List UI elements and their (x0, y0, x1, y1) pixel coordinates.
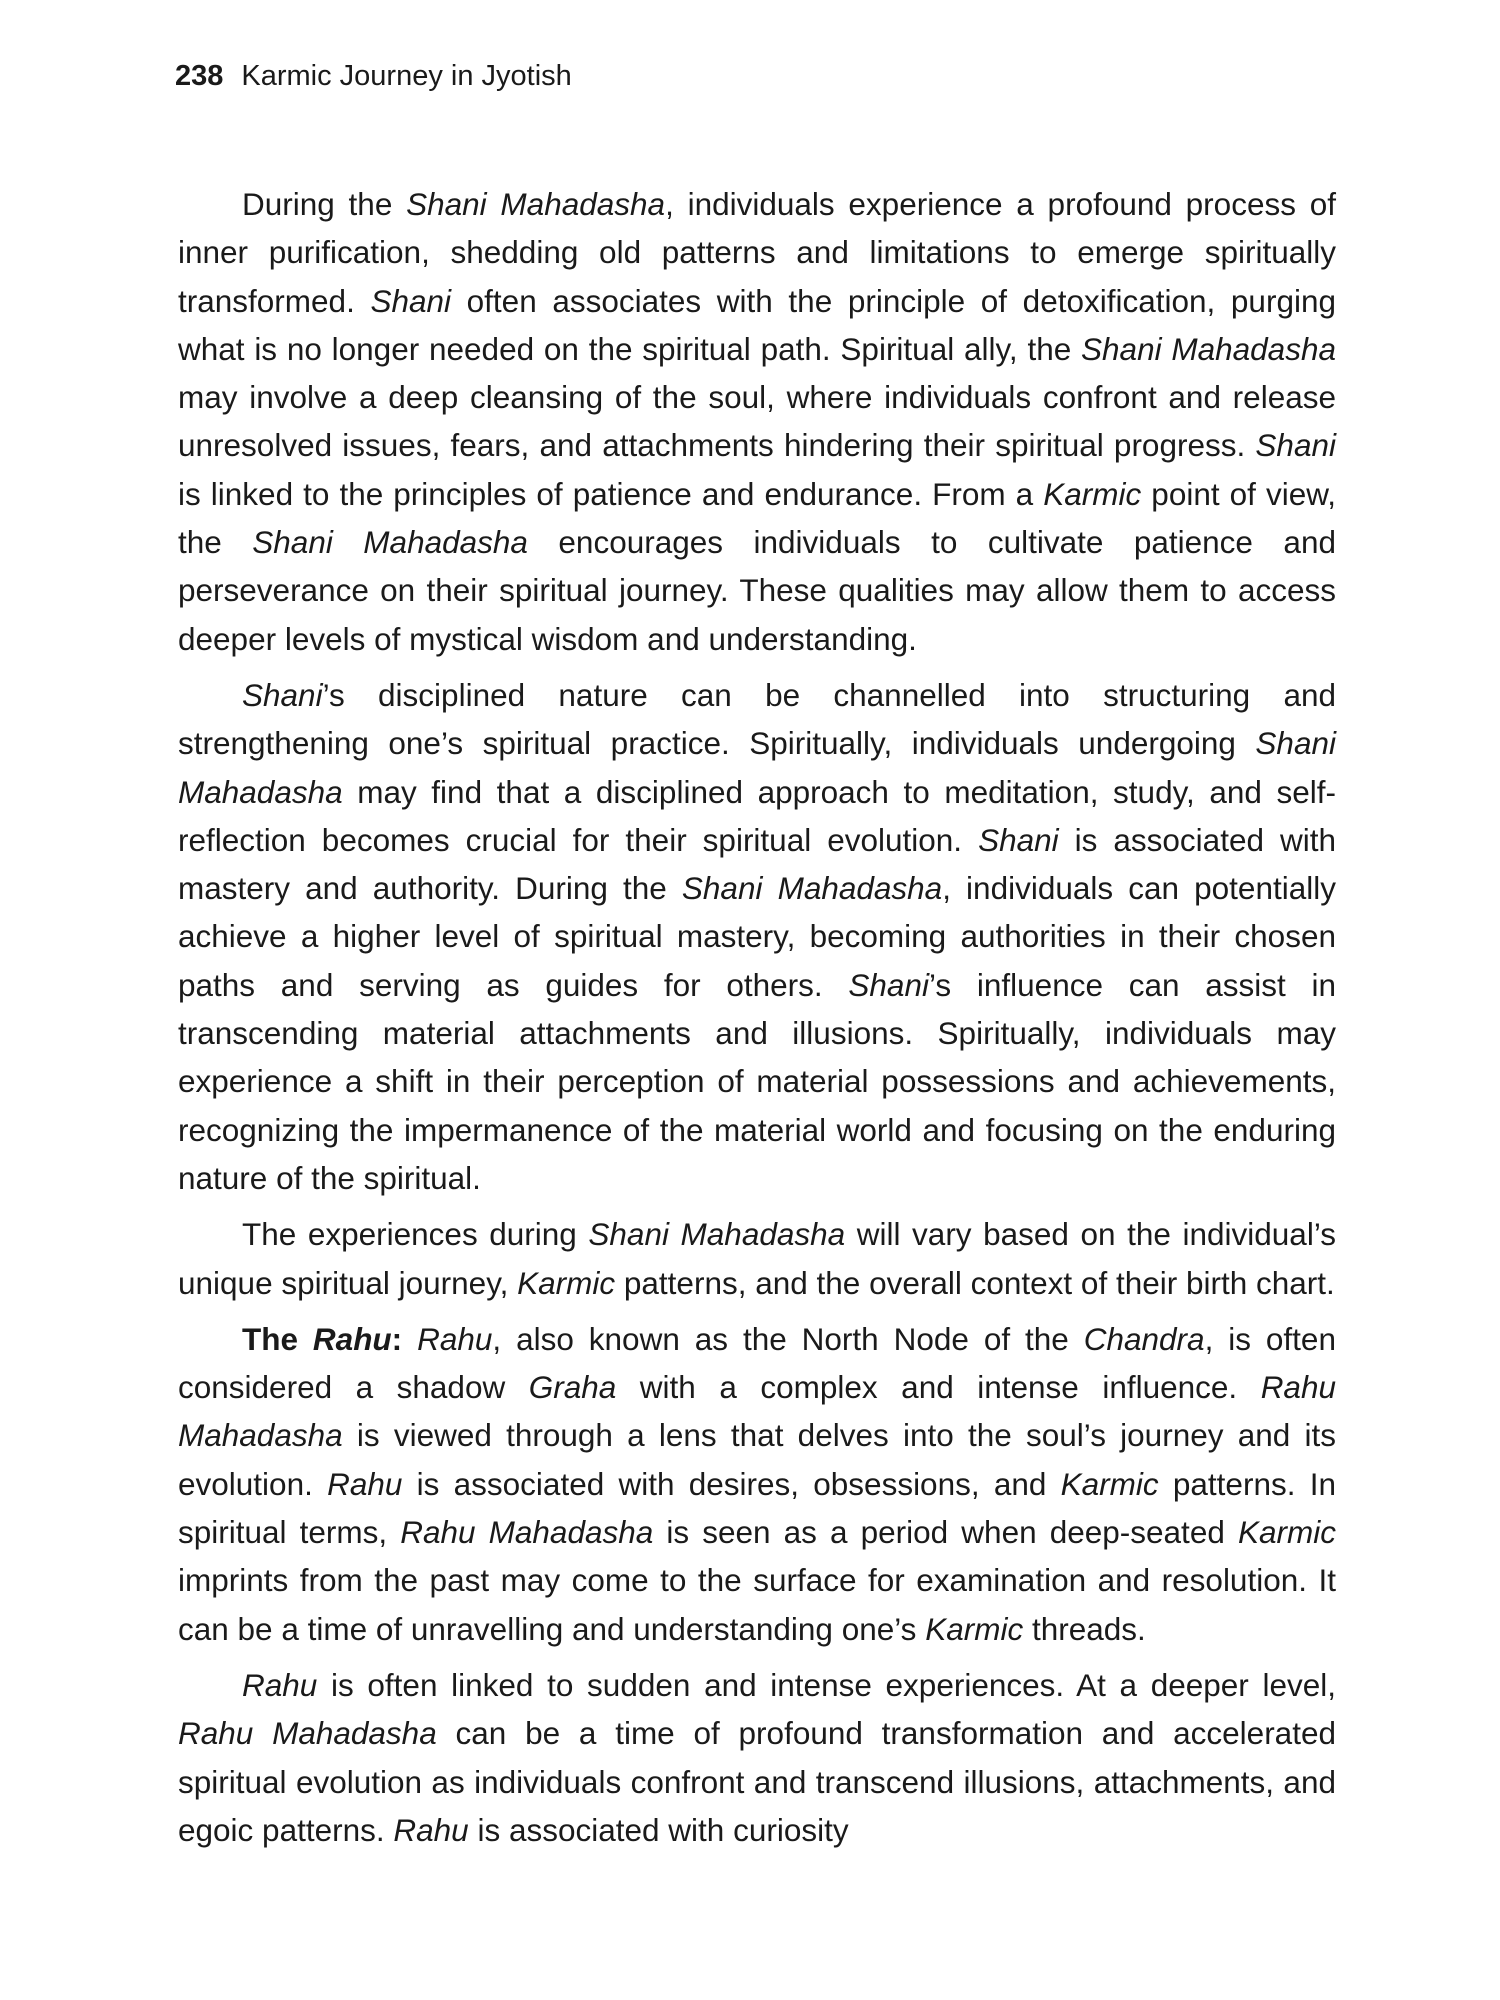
text-run: often associates with the principle of detoxification, purging what is no longer needed on the spiritual path. Spiritual ally, the (178, 282, 1336, 367)
text-run: imprints from the past may come to the surface for examination and resolution. It can be a time of unravelling and understanding one’s (178, 1562, 1336, 1647)
text-run: ’s influence can assist in transcending material attachments and illusions. Spiritually, individuals may experience a shift in their perception of material possessions and achievements, recognizing the impermanence of the material world and focusing on the enduring nature of the spiritual. (178, 966, 1336, 1196)
page-number: 238 (175, 60, 224, 92)
text-run: ’s disciplined nature can be channelled into structuring and strengthening one’s spiritual practice. Spiritually, individuals undergoing (178, 676, 1336, 762)
text-run: can be a time of profound transformation and accelerated spiritual evolution as individuals confront and transcend illusions, attachments, and egoic patterns. (178, 1715, 1336, 1848)
italic-term: Rahu Mahadasha (178, 1715, 437, 1752)
italic-term: Karmic (517, 1264, 616, 1301)
text-run: with a complex and intense influence. (616, 1369, 1261, 1406)
italic-term: Karmic (1043, 475, 1142, 512)
text-run: encourages individuals to cultivate patience and perseverance on their spiritual journey. These qualities may allow them to access deeper levels of mystical wisdom and understanding. (178, 524, 1336, 657)
italic-term: Rahu (417, 1320, 493, 1357)
italic-term: Shani (242, 676, 323, 713)
paragraph (178, 1210, 1336, 1307)
text-run: point of view, the (178, 475, 1336, 561)
italic-term: Rahu Mahadasha (400, 1514, 654, 1551)
italic-term: Shani (848, 966, 929, 1003)
text-run: patterns, and the overall context of their birth chart. (615, 1264, 1335, 1301)
italic-term: Shani (370, 282, 452, 319)
text-run: During the (242, 186, 407, 222)
italic-term: Karmic (1237, 1514, 1336, 1551)
italic-term: Shani Mahadasha (406, 186, 666, 222)
emphasis: Rahu (312, 1320, 392, 1357)
body-text (178, 180, 1336, 1854)
text-run: is linked to the principles of patience and endurance. From a (178, 475, 1044, 512)
text-run: patterns. In spiritual terms, (178, 1465, 1336, 1551)
text-run: is viewed through a lens that delves into the soul’s journey and its evolution. (178, 1417, 1336, 1502)
italic-term: Shani Mahadasha (1081, 330, 1336, 367)
paragraph (178, 1661, 1336, 1854)
italic-term: Rahu (327, 1465, 403, 1502)
text-run: , individuals experience a profound process of inner purification, shedding old patterns and limitations to emerge spiritually transformed. (178, 186, 1336, 319)
italic-term: Rahu (242, 1666, 318, 1703)
text-run: is associated with desires, obsessions, and (402, 1465, 1061, 1502)
text-run: may involve a deep cleansing of the soul, where individuals confront and release unresolved issues, fears, and attachments hindering their spiritual progress. (178, 379, 1336, 464)
text-run: is seen as a period when deep-seated (653, 1514, 1238, 1551)
text-run: is associated with curiosity (468, 1811, 849, 1848)
text-run (402, 1321, 417, 1357)
italic-term: Rahu Mahadasha (178, 1369, 1336, 1454)
text-run: is often linked to sudden and intense experiences. At a deeper level, (317, 1666, 1336, 1703)
paragraph (178, 180, 1336, 663)
italic-term: Shani Mahadasha (681, 870, 943, 907)
paragraph (178, 671, 1336, 1202)
text-run: threads. (1023, 1610, 1146, 1647)
bold-run: The (242, 1320, 313, 1357)
text-run: The experiences during (242, 1216, 589, 1253)
italic-term: Shani (1255, 427, 1336, 464)
italic-term: Graha (528, 1369, 617, 1406)
text-run: will vary based on the individual’s unique spiritual journey, (178, 1216, 1336, 1301)
text-run: , is often considered a shadow (178, 1320, 1336, 1406)
bold-run (313, 1321, 392, 1357)
italic-term: Shani Mahadasha (178, 725, 1336, 810)
text-run: may find that a disciplined approach to meditation, study, and self-reflection becomes crucial for their spiritual evolution. (178, 773, 1336, 858)
running-head (175, 56, 572, 96)
italic-term: Rahu (393, 1811, 469, 1848)
text-run: , also known as the North Node of the (492, 1320, 1084, 1357)
italic-term: Chandra (1083, 1320, 1205, 1357)
book-title: Karmic Journey in Jyotish (241, 60, 572, 92)
paragraph (178, 1315, 1336, 1653)
italic-term: Shani Mahadasha (252, 524, 528, 561)
bold-run: : (391, 1320, 403, 1357)
italic-term: Shani Mahadasha (588, 1216, 846, 1253)
italic-term: Karmic (925, 1610, 1024, 1647)
italic-term: Shani (978, 821, 1059, 858)
italic-term: Karmic (1060, 1465, 1159, 1502)
text-run: is associated with mastery and authority. During the (178, 821, 1336, 907)
text-run: , individuals can potentially achieve a higher level of spiritual mastery, becoming authorities in their chosen paths and serving as guides for others. (178, 870, 1336, 1003)
